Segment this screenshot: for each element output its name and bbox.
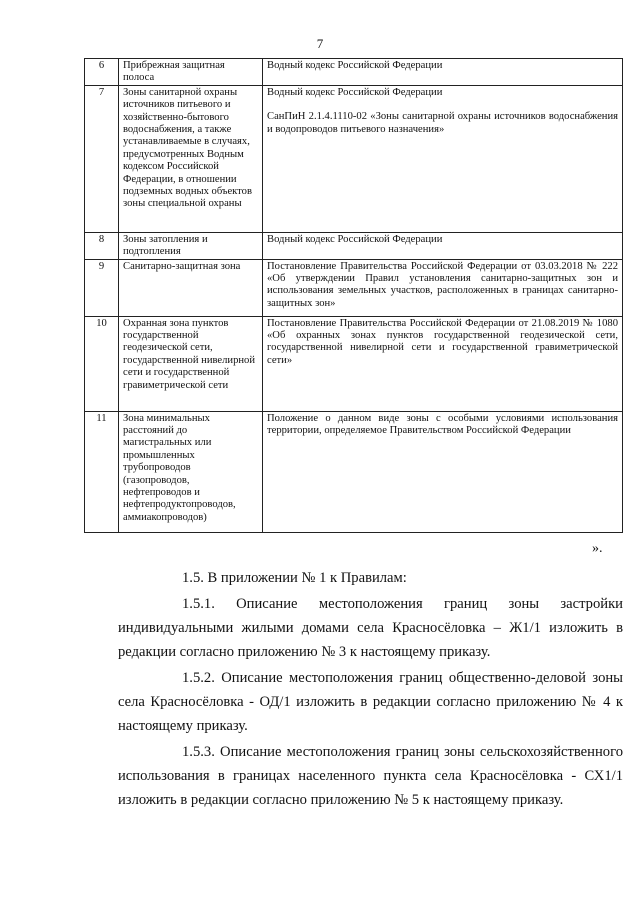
- zone-name: Санитарно-защитная зона: [119, 259, 263, 316]
- table-row: [85, 85, 623, 232]
- zone-documents: [263, 85, 623, 232]
- document-reference: Водный кодекс Российской Федерации: [267, 60, 443, 71]
- document-reference: Положение о данном виде зоны с особыми условиями использования территории, определяемое Правительством Российской Федерации: [267, 412, 618, 437]
- paragraph-1-5-2: 1.5.2. Описание местоположения границ общественно-деловой зоны села Красносёловка - ОД/1 изложить в редакции согласно приложению № 4 к настоящему приказу.: [118, 670, 623, 734]
- paragraph-1-5-3: 1.5.3. Описание местоположения границ зоны сельскохозяйственного использования в границах населенного пункта села Красносёловка - СХ1/1 изложить в редакции согласно приложению № 5 к настоящему приказу.: [118, 744, 623, 808]
- document-reference: Постановление Правительства Российской Федерации от 03.03.2018 № 222 «Об утверждении Правил установления санитарно-защитных зон и использования земельных участков, расположенных в границах санитарно-защитных зон»: [267, 260, 618, 309]
- zone-documents: [263, 232, 623, 259]
- zone-name: Зоны затопления и подтопления: [119, 232, 263, 259]
- table-row: [85, 411, 623, 532]
- zones-table: [84, 58, 623, 533]
- document-reference: Водный кодекс Российской Федерации: [267, 233, 443, 245]
- row-number: 9: [85, 259, 119, 316]
- zone-name: Зоны санитарной охраны источников питьевого и хозяйственно-бытового водоснабжения, а также устанавливаемые в случаях, предусмотренных Водным кодексом Российской Федерации, в отношении подземных водных объектов зоны специальной охраны: [119, 85, 263, 232]
- table-row: [85, 59, 623, 86]
- zone-name: Охранная зона пунктов государственной геодезической сети, государственной нивелирной сети и государственной гравиметрической сети: [119, 316, 263, 411]
- page-number: 7: [316, 36, 324, 51]
- row-number: 11: [85, 411, 119, 532]
- row-number: 7: [85, 85, 119, 232]
- zone-documents: [263, 316, 623, 411]
- zone-name: Прибрежная защитная полоса: [119, 59, 263, 86]
- zone-documents: [263, 259, 623, 316]
- table-row: [85, 259, 623, 316]
- closing-quote: ».: [592, 541, 603, 556]
- table-row: [85, 316, 623, 411]
- document-reference: Постановление Правительства Российской Федерации от 21.08.2019 № 1080 «Об охранных зонах пунктов государственной геодезической сети, государственной нивелирной сети и государственной гравиметрической сети»: [267, 317, 618, 366]
- row-number: 6: [85, 59, 119, 86]
- zone-documents: [263, 59, 623, 86]
- document-reference: Водный кодекс Российской Федерации: [267, 86, 443, 98]
- row-number: 8: [85, 232, 119, 259]
- document-reference: СанПиН 2.1.4.1110-02 «Зоны санитарной охраны источников водоснабжения и водопроводов питьевого назначения»: [267, 111, 618, 135]
- zone-name: Зона минимальных расстояний до магистральных или промышленных трубопроводов (газопроводов, нефтепроводов и нефтепродуктопроводов, аммиакопроводов): [119, 411, 263, 532]
- table-row: [85, 232, 623, 259]
- zone-documents: [263, 411, 623, 532]
- paragraph-1-5: 1.5. В приложении № 1 к Правилам:: [182, 570, 407, 586]
- body-text: [118, 566, 623, 814]
- paragraph-1-5-1: 1.5.1. Описание местоположения границ зоны застройки индивидуальными жилыми домами села Красносёловка – Ж1/1 изложить в редакции согласно приложению № 3 к настоящему приказу.: [118, 596, 623, 660]
- row-number: 10: [85, 316, 119, 411]
